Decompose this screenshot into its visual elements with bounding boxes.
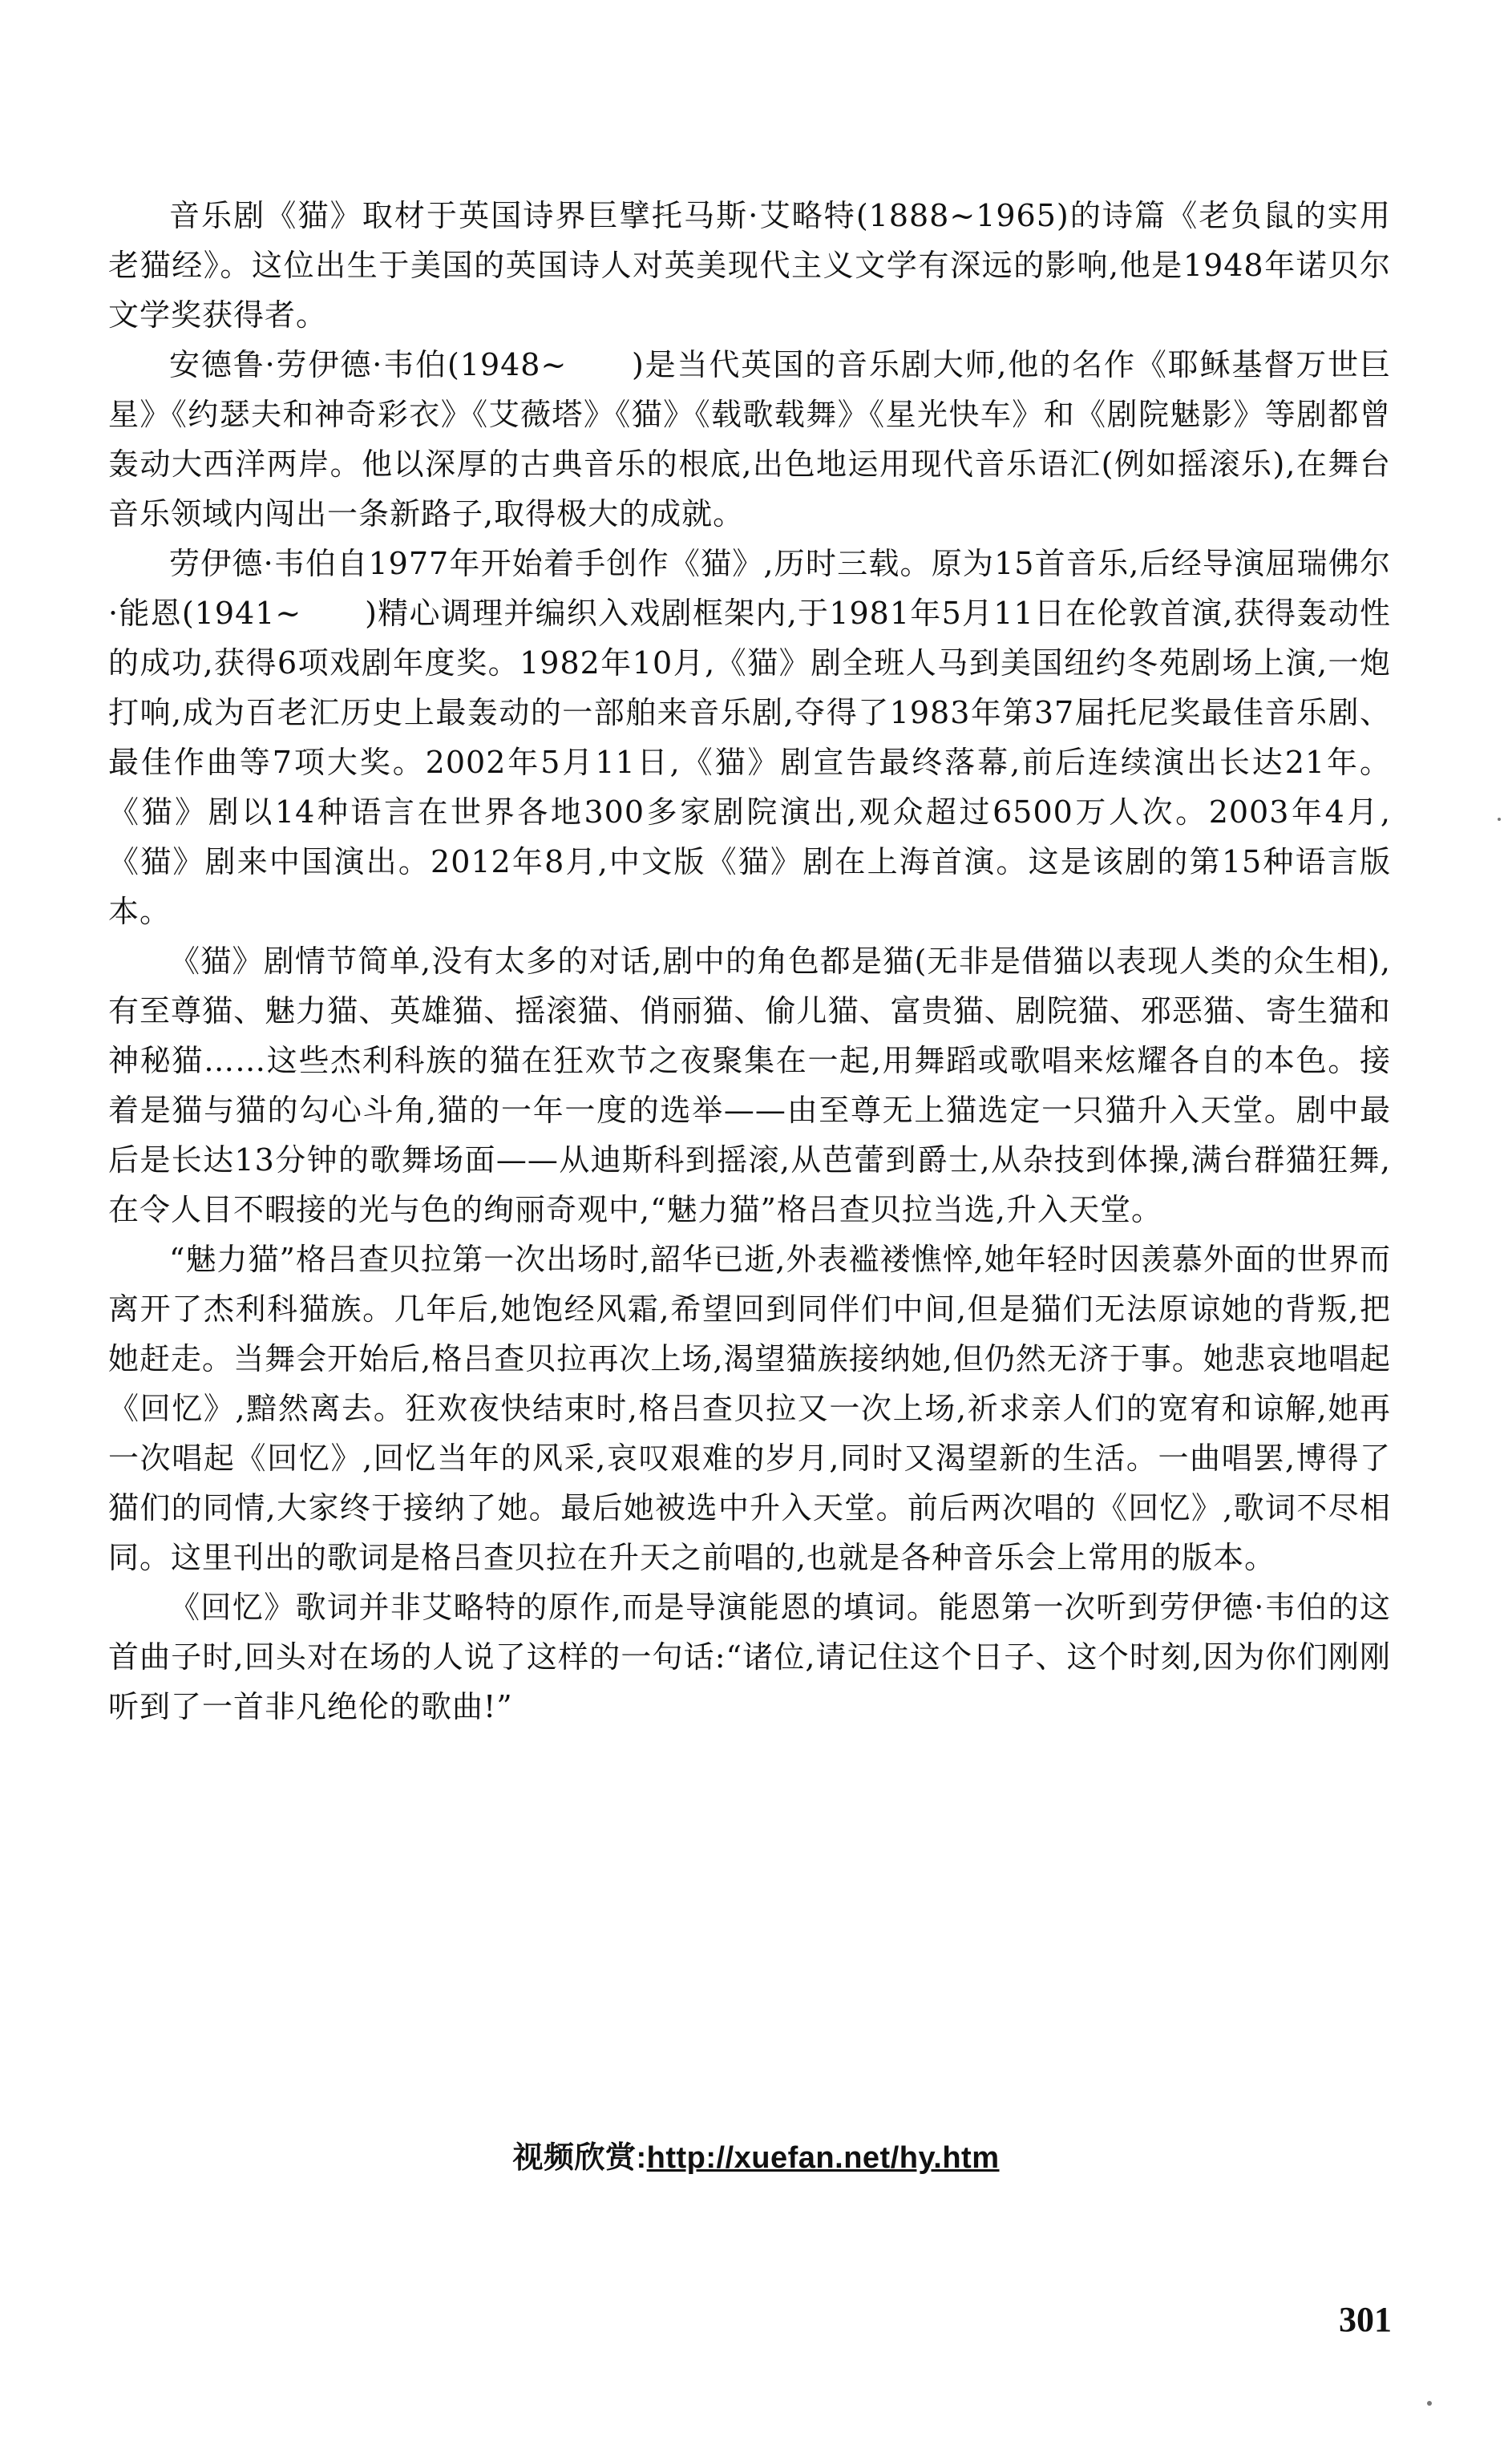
scan-speck bbox=[1427, 2401, 1432, 2406]
scan-speck bbox=[1498, 818, 1501, 821]
video-url-link[interactable]: http://xuefan.net/hy.htm bbox=[646, 2141, 1000, 2175]
paragraph-4: 《猫》剧情节简单,没有太多的对话,剧中的角色都是猫(无非是借猫以表现人类的众生相),有至尊猫、魅力猫、英雄猫、摇滚猫、俏丽猫、偷儿猫、富贵猫、剧院猫、邪恶猫、寄生猫和神秘猫……这些杰利科族的猫在狂欢节之夜聚集在一起,用舞蹈或歌唱来炫耀各自的本色。接着是猫与猫的勾心斗角,猫的一年一度的选举——由至尊无上猫选定一只猫升入天堂。剧中最后是长达13分钟的歌舞场面——从迪斯科到摇滚,从芭蕾到爵士,从杂技到体操,满台群猫狂舞,在令人目不暇接的光与色的绚丽奇观中,“魅力猫”格吕查贝拉当选,升入天堂。 bbox=[108, 944, 1391, 1227]
paragraph-3: 劳伊德·韦伯自1977年开始着手创作《猫》,历时三载。原为15首音乐,后经导演屈瑞佛尔·能恩(1941~ )精心调理并编织入戏剧框架内,于1981年5月11日在伦敦首演,获得轰动性的成功,获得6项戏剧年度奖。1982年10月,《猫》剧全班人马到美国纽约冬苑剧场上演,一炮打响,成为百老汇历史上最轰动的一部舶来音乐剧,夺得了1983年第37届托尼奖最佳音乐剧、最佳作曲等7项大奖。2002年5月11日,《猫》剧宣告最终落幕,前后连续演出长达21年。《猫》剧以14种语言在世界各地300多家剧院演出,观众超过6500万人次。2003年4月,《猫》剧来中国演出。2012年8月,中文版《猫》剧在上海首演。这是该剧的第15种语言版本。 bbox=[108, 546, 1391, 929]
paragraph-2: 安德鲁·劳伊德·韦伯(1948~ )是当代英国的音乐剧大师,他的名作《耶稣基督万世巨星》《约瑟夫和神奇彩衣》《艾薇塔》《猫》《载歌载舞》《星光快车》和《剧院魅影》等剧都曾轰动大西洋两岸。他以深厚的古典音乐的根底,出色地运用现代音乐语汇(例如摇滚乐),在舞台音乐领域内闯出一条新路子,取得极大的成就。 bbox=[108, 347, 1391, 531]
body-text bbox=[108, 191, 1391, 1732]
video-link-line bbox=[0, 2132, 1512, 2176]
paragraph-5: “魅力猫”格吕查贝拉第一次出场时,韶华已逝,外表褴褛憔悴,她年轻时因羡慕外面的世界而离开了杰利科猫族。几年后,她饱经风霜,希望回到同伴们中间,但是猫们无法原谅她的背叛,把她赶走。当舞会开始后,格吕查贝拉再次上场,渴望猫族接纳她,但仍然无济于事。她悲哀地唱起《回忆》,黯然离去。狂欢夜快结束时,格吕查贝拉又一次上场,祈求亲人们的宽宥和谅解,她再一次唱起《回忆》,回忆当年的风采,哀叹艰难的岁月,同时又渴望新的生活。一曲唱罢,博得了猫们的同情,大家终于接纳了她。最后她被选中升入天堂。前后两次唱的《回忆》,歌词不尽相同。这里刊出的歌词是格吕查贝拉在升天之前唱的,也就是各种音乐会上常用的版本。 bbox=[108, 1242, 1391, 1575]
page-number: 301 bbox=[1339, 2300, 1392, 2339]
video-label: 视频欣赏: bbox=[512, 2141, 647, 2175]
paragraph-1: 音乐剧《猫》取材于英国诗界巨擘托马斯·艾略特(1888~1965)的诗篇《老负鼠的实用老猫经》。这位出生于美国的英国诗人对英美现代主义文学有深远的影响,他是1948年诺贝尔文学奖获得者。 bbox=[108, 198, 1391, 333]
paragraph-6: 《回忆》歌词并非艾略特的原作,而是导演能恩的填词。能恩第一次听到劳伊德·韦伯的这首曲子时,回头对在场的人说了这样的一句话:“诸位,请记住这个日子、这个时刻,因为你们刚刚听到了一首非凡绝伦的歌曲!” bbox=[108, 1590, 1391, 1724]
